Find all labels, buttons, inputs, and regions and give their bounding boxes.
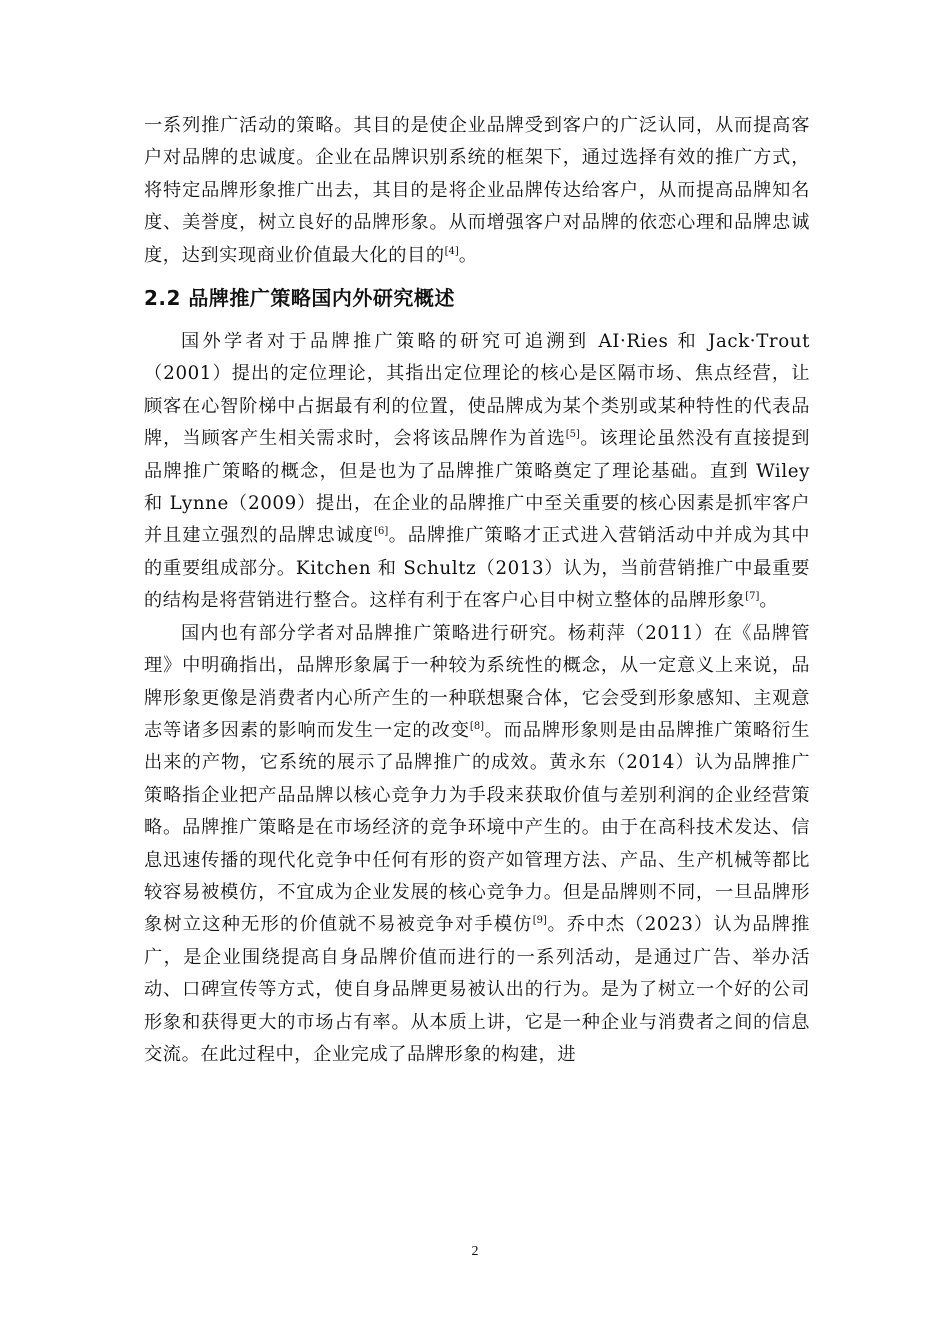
paragraph-text: 国外学者对于品牌推广策略的研究可追溯到 AI·Ries 和 Jack·Trout（2001）提出的定位理论，其指出定位理论的核心是区隔市场、焦点经营，让顾客在心智阶梯中占据最有利的位置，使品牌成为某个类别或某种特性的代表品牌，当顾客产生相关需求时，会将该品牌作为首选 (144, 331, 810, 450)
paragraph-text: 一系列推广活动的策略。其目的是使企业品牌受到客户的广泛认同，从而提高客户对品牌的忠诚度。企业在品牌识别系统的框架下，通过选择有效的推广方式，将特定品牌形象推广出去，其目的是将企业品牌传达给客户，从而提高品牌知名度、美誉度，树立良好的品牌形象。从而增强客户对品牌的依恋心理和品牌忠诚度，达到实现商业价值最大化的目的 (144, 115, 810, 266)
page-body (144, 110, 810, 1071)
citation-ref: [8] (469, 720, 485, 732)
section-heading: 2.2 品牌推广策略国内外研究概述 (144, 286, 455, 311)
citation-ref: [9] (532, 915, 547, 927)
paragraph-text: 。 (759, 590, 779, 612)
citation-ref: [5] (565, 429, 580, 441)
paragraph-text: 国内也有部分学者对品牌推广策略进行研究。杨莉萍（2011）在《品牌管理》中明确指出，品牌形象属于一种较为系统性的概念，从一定意义上来说，品牌形象更像是消费者内心所产生的一种联想聚合体，它会受到形象感知、主观意志等诸多因素的影响而发生一定的改变 (144, 622, 810, 741)
citation-ref: [7] (745, 591, 760, 603)
paragraph-foreign-research (144, 326, 810, 618)
citation-ref: [4] (444, 245, 459, 257)
paragraph-text: 。 (458, 244, 478, 266)
paragraph-text: 。而品牌形象则是由品牌推广策略衍生出来的产物，它系统的展示了品牌推广的成效。黄永东（2014）认为品牌推广策略指企业把产品品牌以核心竞争力为手段来获取价值与差别利润的企业经营策略。品牌推广策略是在市场经济的竞争环境中产生的。由于在高科技术发达、信息迅速传播的现代化竞争中任何有形的资产如管理方法、产品、生产机械等都比较容易被模仿，不宜成为企业发展的核心竞争力。但是品牌则不同，一旦品牌形象树立这种无形的价值就不易被竞争对手模仿 (144, 719, 811, 936)
paragraph-text: 。乔中杰（2023）认为品牌推广，是企业围绕提高自身品牌价值而进行的一系列活动，是通过广告、举办活动、口碑宣传等方式，使自身品牌更易被认出的行为。是为了树立一个好的公司形象和获得更大的市场占有率。从本质上讲，它是一种企业与消费者之间的信息交流。在此过程中，企业完成了品牌形象的构建，进 (144, 914, 810, 1065)
page-number: 2 (471, 1244, 479, 1259)
paragraph-text: 。品牌推广策略才正式进入营销活动中并成为其中的重要组成部分。Kitchen 和 Schultz（2013）认为，当前营销推广中最重要的结构是将营销进行整合。这样有利于在客户心目中树立整体的品牌形象 (144, 525, 811, 612)
paragraph-text: 。该理论虽然没有直接提到品牌推广策略的概念，但是也为了品牌推广策略奠定了理论基础。直到 Wiley 和 Lynne（2009）提出，在企业的品牌推广中至关重要的核心因素是抓牢客户并且建立强烈的品牌忠诚度 (144, 428, 811, 547)
paragraph-continued (144, 110, 810, 272)
citation-ref: [6] (374, 526, 389, 538)
paragraph-domestic-research (144, 618, 810, 1072)
